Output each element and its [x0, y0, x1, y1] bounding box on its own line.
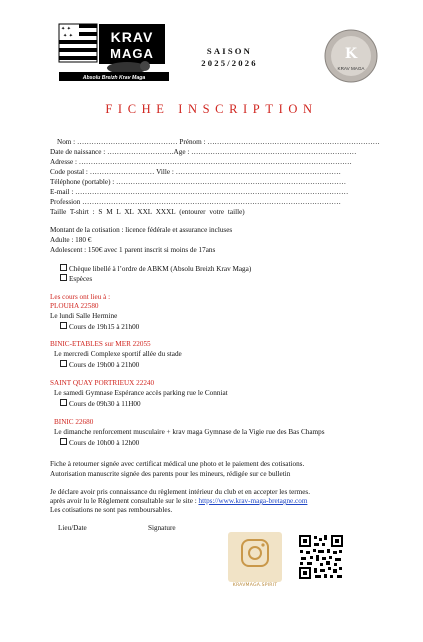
saint-quay-time-option[interactable]: [60, 399, 141, 409]
svg-text:✦ ✦: ✦ ✦: [63, 33, 73, 39]
svg-text:✦ ✦: ✦ ✦: [61, 26, 71, 32]
qr-code-icon[interactable]: [298, 534, 344, 580]
payment-cheque-option[interactable]: [60, 264, 251, 274]
footer-declaration: Je déclare avoir pris connaissance du règlement intérieur du club et en accepter les termes.: [50, 488, 311, 496]
svg-text:K: K: [344, 46, 358, 62]
field-email[interactable]: E-mail : ……………………………………………………………………………………………………: [50, 188, 349, 196]
payment-especes-option[interactable]: [60, 274, 92, 284]
footer-return-note: Fiche à retourner signée avec certificat médical une photo et le paiement des cotisations.: [50, 460, 305, 468]
page-title: FICHE INSCRIPTION: [105, 102, 318, 116]
checkbox-plouha[interactable]: [60, 322, 67, 329]
field-tshirt[interactable]: Taille T-shirt : S M L XL XXL XXXL (entourer votre taille): [50, 208, 245, 216]
binic-etables-title: BINIC-ETABLES sur MER 22055: [50, 340, 151, 348]
binic-etables-time-label: Cours de 19h00 à 21h00: [69, 361, 140, 369]
field-profession[interactable]: Profession ………………………………………………………………………………………………: [50, 198, 341, 206]
lieu-date-label: Lieu/Date: [58, 524, 87, 532]
svg-text:KRAV: KRAV: [110, 29, 154, 45]
signature-label: Signature: [148, 524, 176, 532]
season-header: [182, 45, 277, 69]
footer-refund-note: Les cotisations ne sont pas remboursables.: [50, 506, 173, 514]
checkbox-especes[interactable]: [60, 274, 67, 281]
plouha-time-option[interactable]: [60, 322, 139, 332]
checkbox-binic[interactable]: [60, 438, 67, 445]
checkbox-cheque[interactable]: [60, 264, 67, 271]
footer-parent-note: Autorisation manuscrite signée des parents pour les mineurs, rédigée sur ce bulletin: [50, 470, 291, 478]
cotisation-amount: Montant de la cotisation : licence fédérale et assurance incluses: [50, 226, 233, 234]
svg-text:KRAV MAGA: KRAV MAGA: [337, 66, 365, 71]
binic-etables-time-option[interactable]: [60, 360, 139, 370]
cours-intro: Les cours ont lieu à :: [50, 293, 111, 301]
website-link[interactable]: https://www.krav-maga-bretagne.com: [198, 497, 308, 505]
club-logo: [57, 22, 175, 84]
plouha-place: Le lundi Salle Hermine: [50, 312, 118, 320]
binic-etables-place: Le mercredi Complexe sportif allée du stade: [54, 350, 182, 358]
cotisation-adult: Adulte : 180 €: [50, 236, 92, 244]
binic-place: Le dimanche renforcement musculaire + krav maga Gymnase de la Vigie rue des Bas Champs: [54, 428, 325, 436]
instagram-caption: KRAVMAGA.SPIRIT: [232, 583, 278, 588]
saint-quay-place: Le samedi Gymnase Espérance accès parking rue le Conniat: [54, 389, 228, 397]
binic-time-option[interactable]: [60, 438, 139, 448]
logo-caption: Absolu Breizh Krav Maga: [82, 75, 146, 81]
season-years: 2025/2026: [201, 58, 258, 68]
svg-text:MAGA: MAGA: [110, 46, 154, 61]
plouha-title: PLOUHA 22580: [50, 302, 99, 310]
field-date-naissance[interactable]: Date de naissance : ……………………….Age : ……………………………………………………………: [50, 148, 357, 156]
payment-especes-label: Espèces: [69, 275, 93, 283]
checkbox-saint-quay[interactable]: [60, 399, 67, 406]
payment-cheque-label: Chèque libellé à l’ordre de ABKM (Absolu Breizh Krav Maga): [69, 265, 252, 273]
field-telephone[interactable]: Téléphone (portable) : ……………………………………………………………………………………: [50, 178, 347, 186]
binic-time-label: Cours de 10h00 à 12h00: [69, 439, 140, 447]
footer-rules-line: [50, 497, 307, 506]
checkbox-binic-etables[interactable]: [60, 360, 67, 367]
partner-logo: [323, 28, 379, 84]
cotisation-teen: Adolescent : 150€ avec 1 parent inscrit si moins de 17ans: [50, 246, 216, 254]
saint-quay-time-label: Cours de 09h30 à 11H00: [69, 400, 141, 408]
field-code-postal[interactable]: Code postal : ……………………… Ville : ……………………………………………………………: [50, 168, 341, 176]
field-adresse[interactable]: Adresse : ……………………………………………………………………………………………………: [50, 158, 352, 166]
field-nom[interactable]: Nom : …………………………………… Prénom : ………………………………………………………………: [57, 138, 380, 146]
binic-title: BINIC 22680: [54, 418, 94, 426]
saint-quay-title: SAINT QUAY PORTRIEUX 22240: [50, 379, 155, 387]
plouha-time-label: Cours de 19h15 à 21h00: [69, 323, 140, 331]
instagram-qr-card[interactable]: [228, 532, 282, 582]
season-label: SAISON: [206, 46, 253, 56]
rules-prefix: après avoir lu le Règlement consultable sur le site :: [50, 497, 197, 505]
